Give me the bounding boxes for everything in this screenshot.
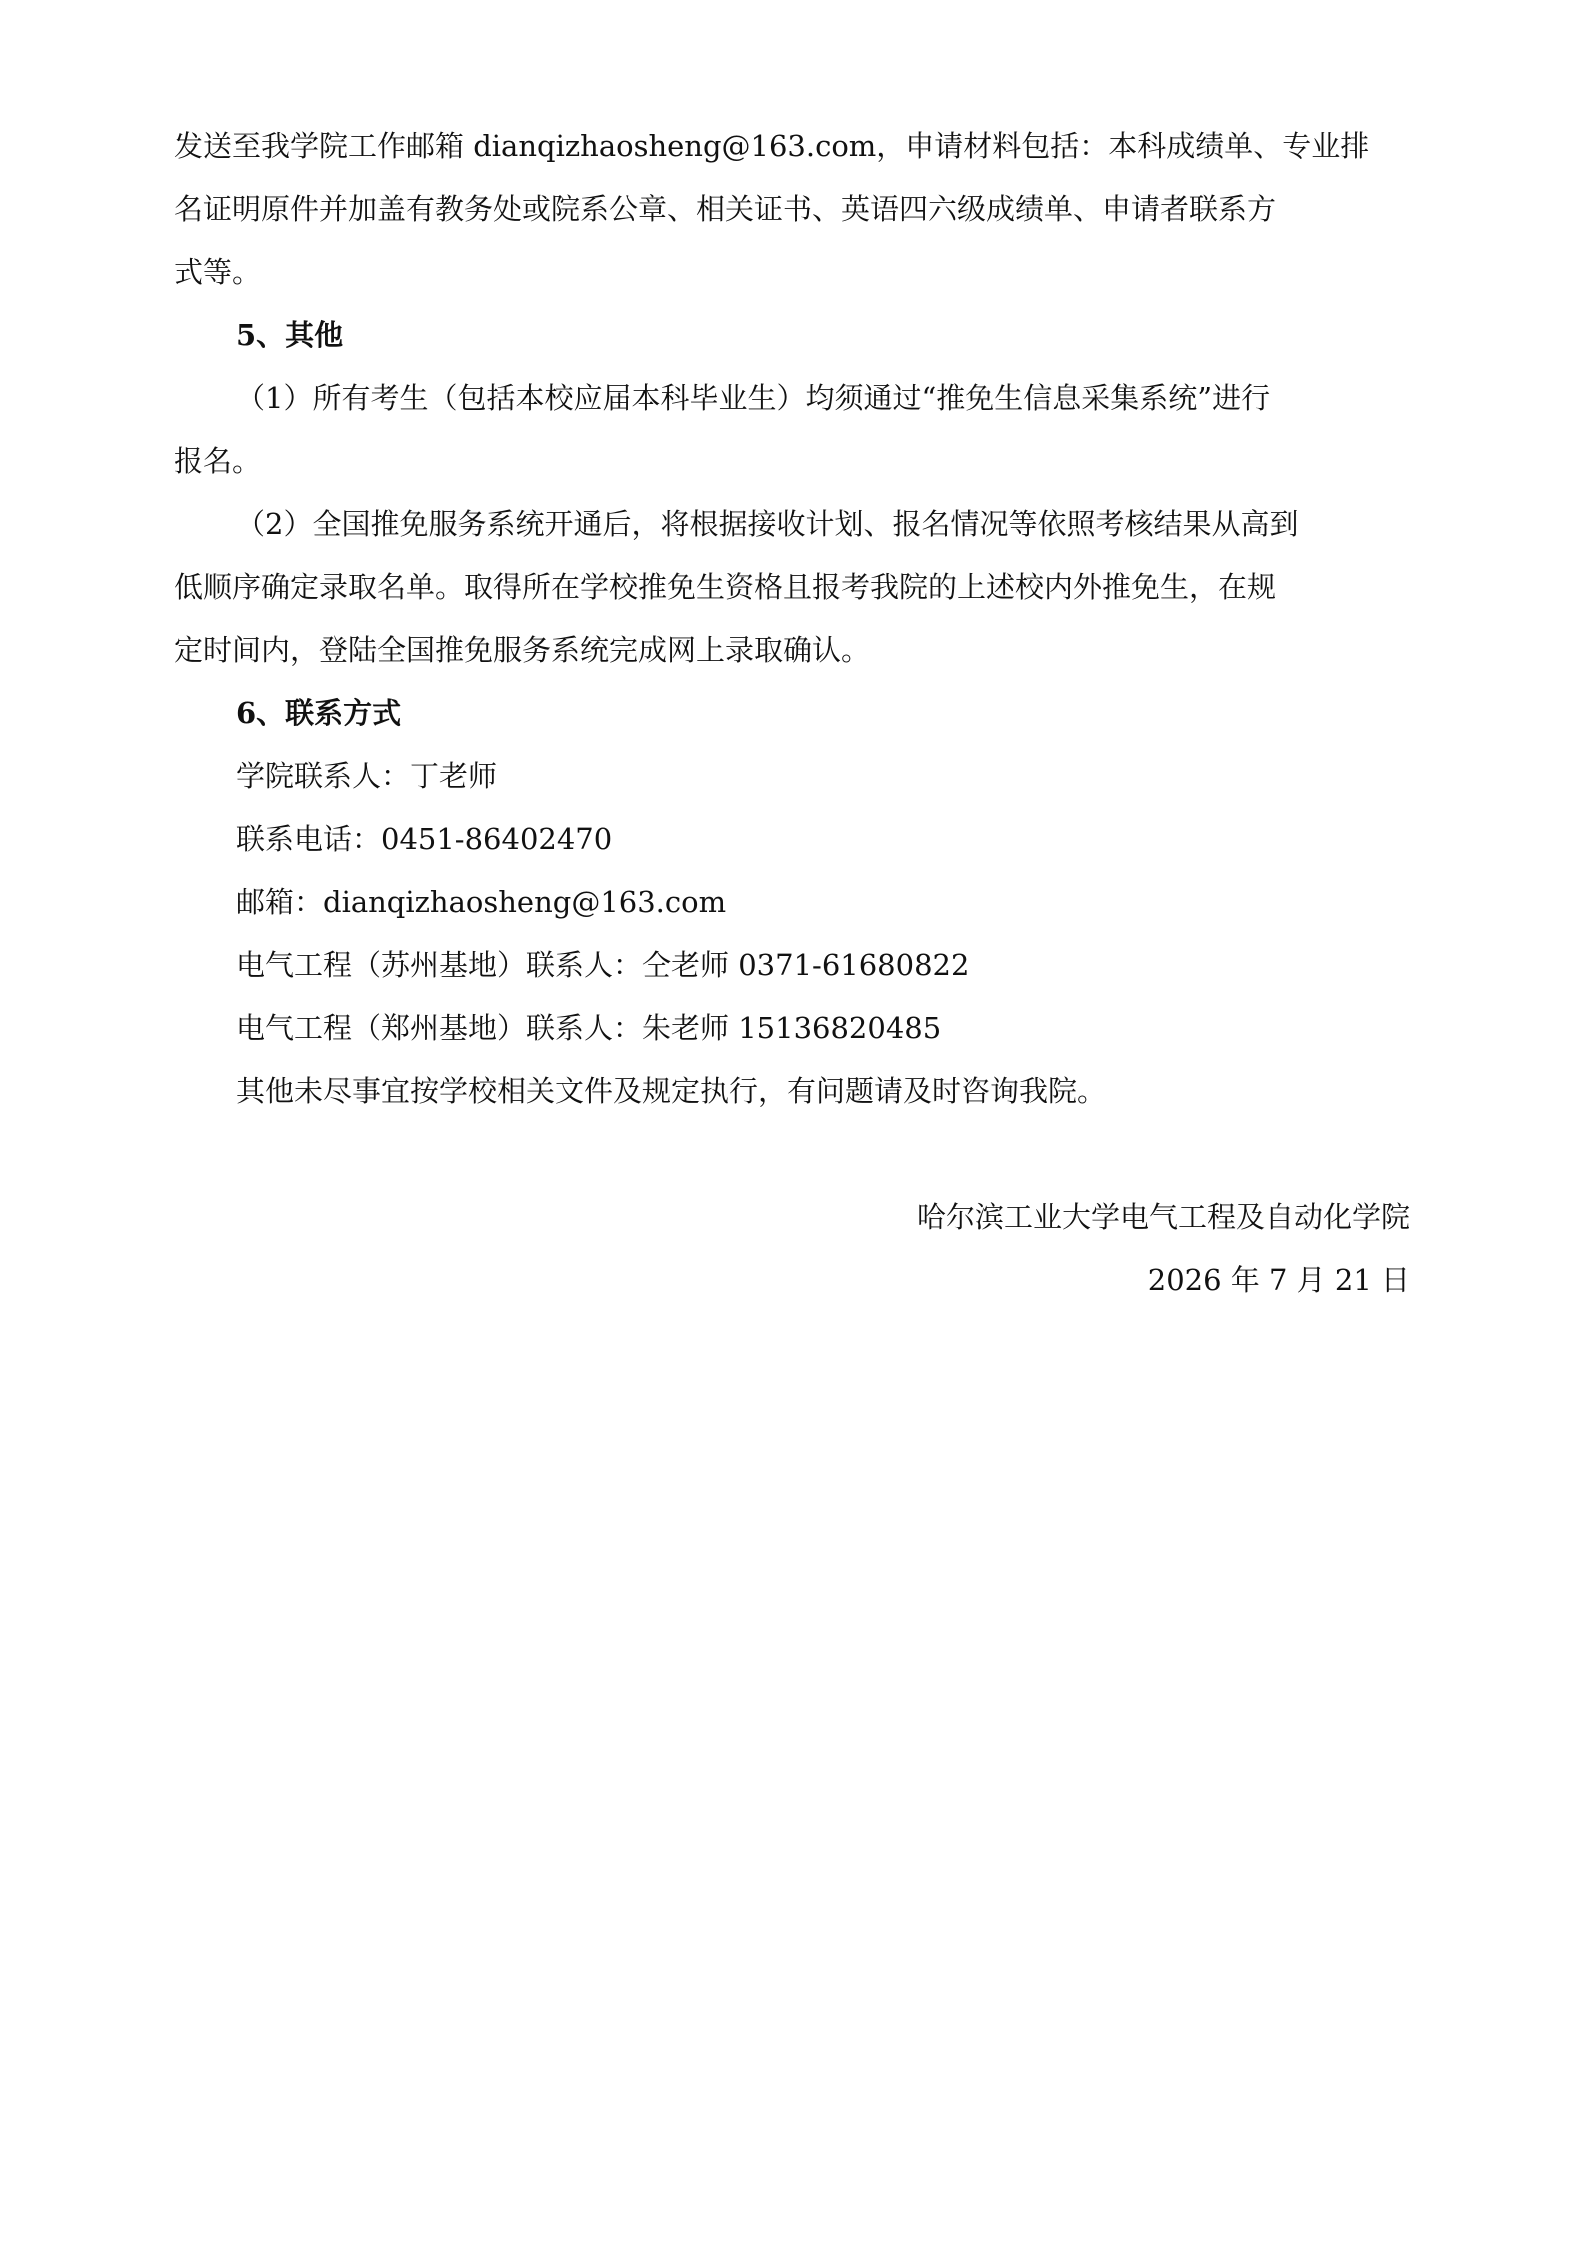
section-5-item-1-line-1: （1）所有考生（包括本校应届本科毕业生）均须通过“推免生信息采集系统”进行 bbox=[236, 381, 1271, 415]
section-5-item-2-line-1: （2）全国推免服务系统开通后，将根据接收计划、报名情况等依照考核结果从高到 bbox=[236, 507, 1299, 541]
materials-line-3: 式等。 bbox=[174, 255, 262, 289]
materials-line-1: 发送至我学院工作邮箱 dianqizhaosheng@163.com，申请材料包括：本科成绩单、专业排 bbox=[174, 129, 1370, 163]
section-6-heading: 6、联系方式 bbox=[236, 696, 402, 730]
contact-person: 学院联系人：丁老师 bbox=[236, 759, 498, 793]
section-5-item-2-line-2: 低顺序确定录取名单。取得所在学校推免生资格且报考我院的上述校内外推免生，在规 bbox=[174, 570, 1277, 604]
contact-email: 邮箱：dianqizhaosheng@163.com bbox=[236, 885, 727, 919]
suzhou-contact: 电气工程（苏州基地）联系人：仝老师 0371-61680822 bbox=[236, 948, 970, 982]
section-5-item-2-line-3: 定时间内，登陆全国推免服务系统完成网上录取确认。 bbox=[174, 633, 871, 667]
materials-line-2: 名证明原件并加盖有教务处或院系公章、相关证书、英语四六级成绩单、申请者联系方 bbox=[174, 192, 1277, 226]
signature-date: 2026 年 7 月 21 日 bbox=[1147, 1263, 1410, 1297]
contact-phone: 联系电话：0451-86402470 bbox=[236, 822, 613, 856]
signature-organization: 哈尔滨工业大学电气工程及自动化学院 bbox=[916, 1200, 1410, 1234]
zhengzhou-contact: 电气工程（郑州基地）联系人：朱老师 15136820485 bbox=[236, 1011, 942, 1045]
closing-note: 其他未尽事宜按学校相关文件及规定执行，有问题请及时咨询我院。 bbox=[236, 1074, 1107, 1108]
section-5-item-1-line-2: 报名。 bbox=[174, 444, 262, 478]
section-5-heading: 5、其他 bbox=[236, 318, 344, 352]
